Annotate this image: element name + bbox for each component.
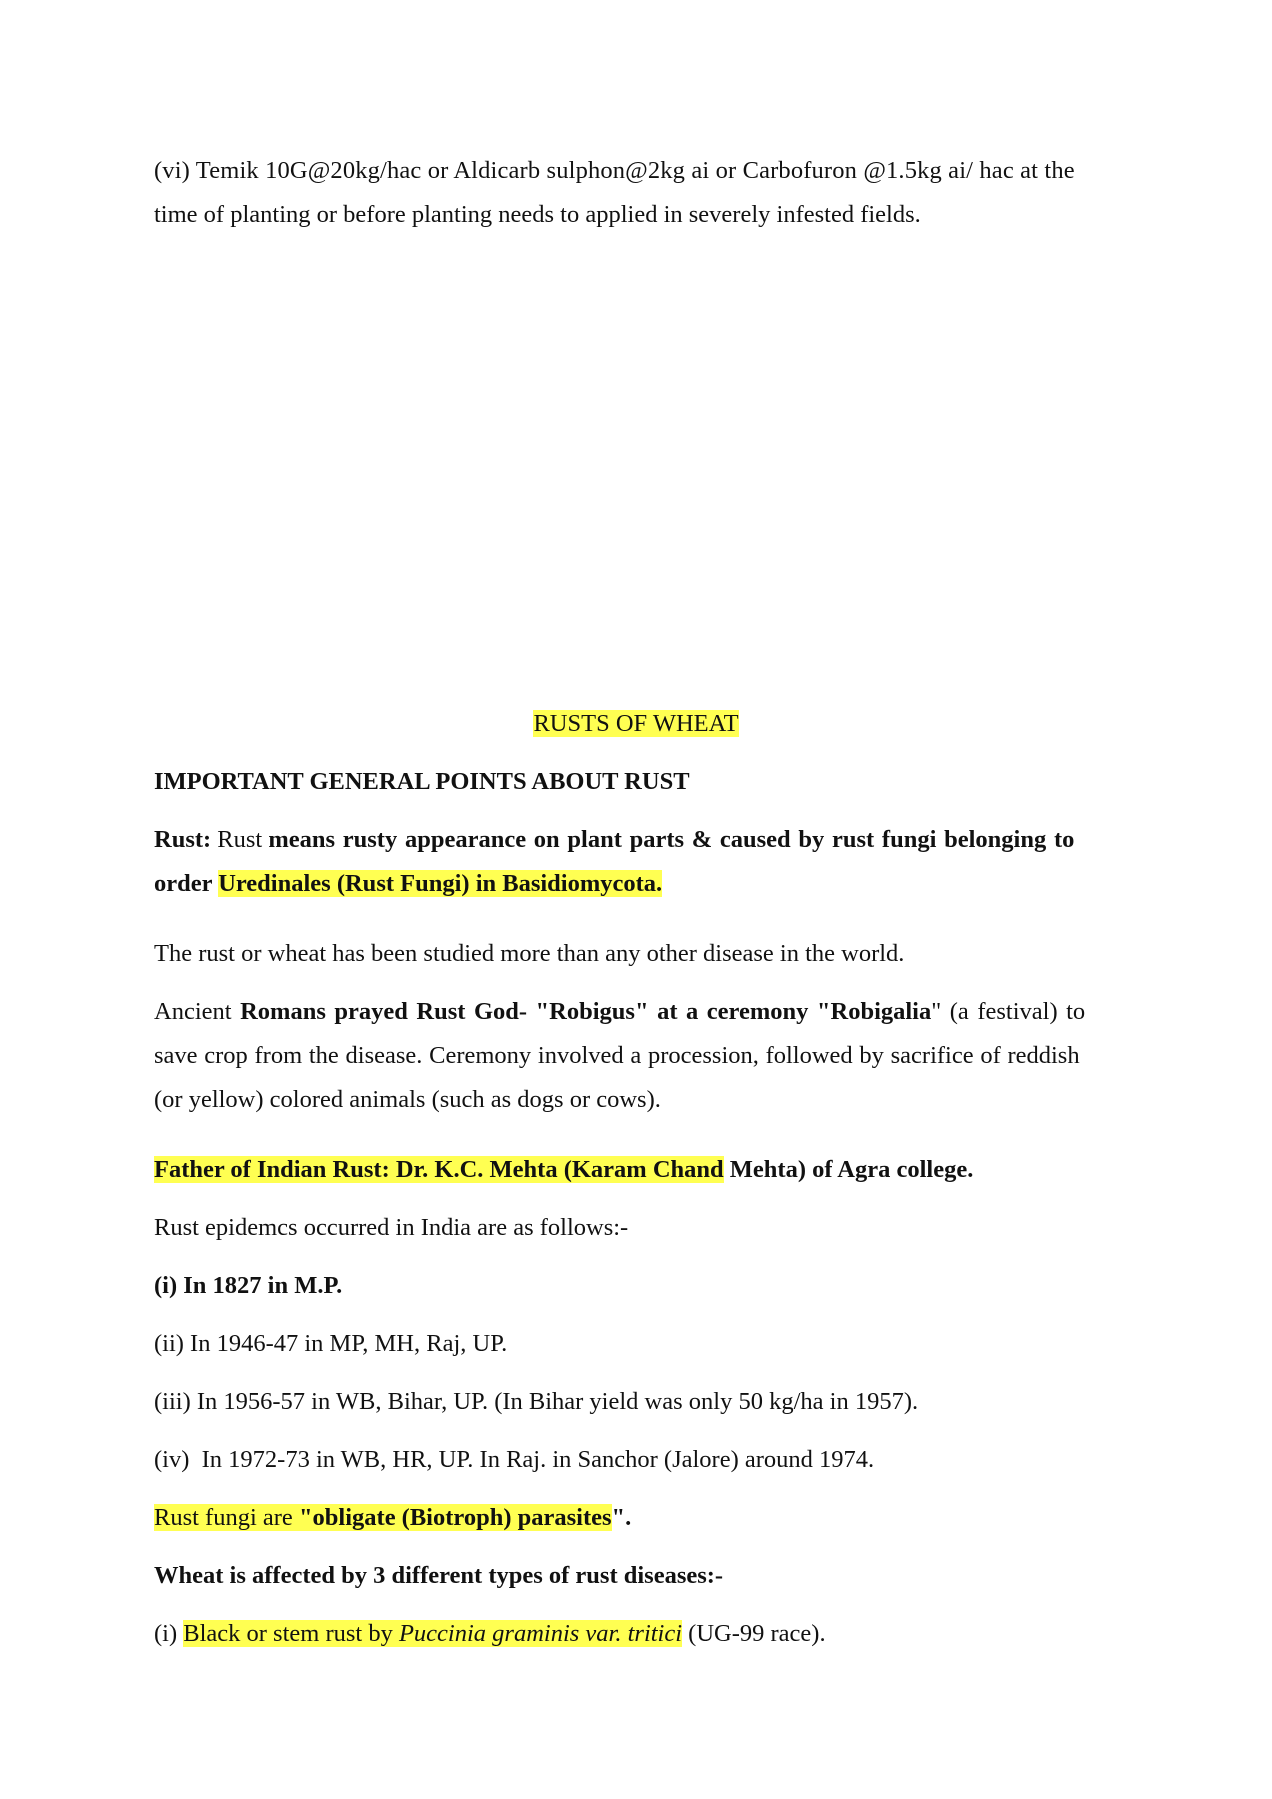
epidemic-item-2 xyxy=(154,1322,1120,1366)
romans-line-3: (or yellow) colored animals (such as dogs or cows). xyxy=(154,1086,661,1113)
rust-label: Rust: xyxy=(154,826,212,853)
romans-line-2: save crop from the disease. Ceremony involved a procession, followed by sacrifice of reddish xyxy=(154,1042,1080,1069)
intro-line-1: (vi) Temik 10G@20kg/hac or Aldicarb sulphon@2kg ai or Carbofuron @1.5kg ai/ hac at the xyxy=(154,157,1075,184)
epidemics-intro-text: Rust epidemcs occurred in India are as follows:- xyxy=(154,1214,629,1241)
father-paragraph xyxy=(154,1148,1120,1192)
types-item-1-species: Puccinia graminis var. tritici xyxy=(398,1620,683,1647)
types-heading: Wheat is affected by 3 different types of rust diseases:- xyxy=(154,1562,724,1589)
epidemic-item-1-text: (i) In 1827 in M.P. xyxy=(154,1272,343,1299)
rust-definition-line-2 xyxy=(154,862,1120,906)
epidemic-item-2-text: (ii) In 1946-47 in MP, MH, Raj, UP. xyxy=(154,1330,508,1357)
studied-paragraph xyxy=(154,932,1120,976)
rust-definition-line-1 xyxy=(154,818,1120,862)
types-item-1-prefix: (i) xyxy=(154,1620,184,1647)
types-item-1-hl-text: Black or stem rust by xyxy=(183,1620,399,1647)
romans-ancient: Ancient xyxy=(154,998,241,1025)
epidemics-intro xyxy=(154,1206,1120,1250)
obligate-highlight xyxy=(154,1504,612,1531)
studied-text: The rust or wheat has been studied more than any other disease in the world. xyxy=(154,940,905,967)
rust-order-highlight: Uredinales (Rust Fungi) in Basidiomycota. xyxy=(218,870,663,897)
obligate-end: ". xyxy=(611,1504,632,1531)
epidemic-item-1 xyxy=(154,1264,1120,1308)
section-title: RUSTS OF WHEAT xyxy=(533,710,739,737)
types-item-1-highlight xyxy=(183,1620,682,1647)
epidemic-item-3-text: (iii) In 1956-57 in WB, Bihar, UP. (In Bihar yield was only 50 kg/ha in 1957). xyxy=(154,1388,919,1415)
intro-line-2: time of planting or before planting needs to applied in severely infested fields. xyxy=(154,201,921,228)
rust-order-word: order xyxy=(154,870,219,897)
rust-definition xyxy=(154,818,1120,906)
rust-word: Rust xyxy=(211,826,269,853)
romans-bold: Romans prayed Rust God- "Robigus" at a ceremony "Robigalia xyxy=(240,998,932,1025)
epidemic-item-3 xyxy=(154,1380,1120,1424)
obligate-bold: "obligate (Biotroph) parasites xyxy=(298,1504,612,1531)
types-heading-row xyxy=(154,1554,1120,1598)
types-item-1-suffix: (UG-99 race). xyxy=(682,1620,826,1647)
father-rest: Mehta) of Agra college. xyxy=(723,1156,974,1183)
section-subtitle-row xyxy=(154,760,1120,804)
intro-paragraph xyxy=(154,149,1120,237)
father-highlight: Father of Indian Rust: Dr. K.C. Mehta (Karam Chand xyxy=(154,1156,724,1183)
romans-paragraph xyxy=(154,990,1120,1122)
section-title-row xyxy=(0,702,1272,746)
types-item-1 xyxy=(154,1612,1120,1656)
rust-bold-text: means rusty appearance on plant parts & caused by rust fungi belonging to xyxy=(268,826,1075,853)
epidemic-item-4 xyxy=(154,1438,1120,1482)
section-subtitle: IMPORTANT GENERAL POINTS ABOUT RUST xyxy=(154,768,690,795)
epidemic-item-4-text: (iv) In 1972-73 in WB, HR, UP. In Raj. in Sanchor (Jalore) around 1974. xyxy=(154,1446,875,1473)
obligate-plain: Rust fungi are xyxy=(154,1504,299,1531)
romans-line-1 xyxy=(154,990,1120,1034)
romans-rest: " (a festival) to xyxy=(931,998,1086,1025)
obligate-paragraph xyxy=(154,1496,1120,1540)
